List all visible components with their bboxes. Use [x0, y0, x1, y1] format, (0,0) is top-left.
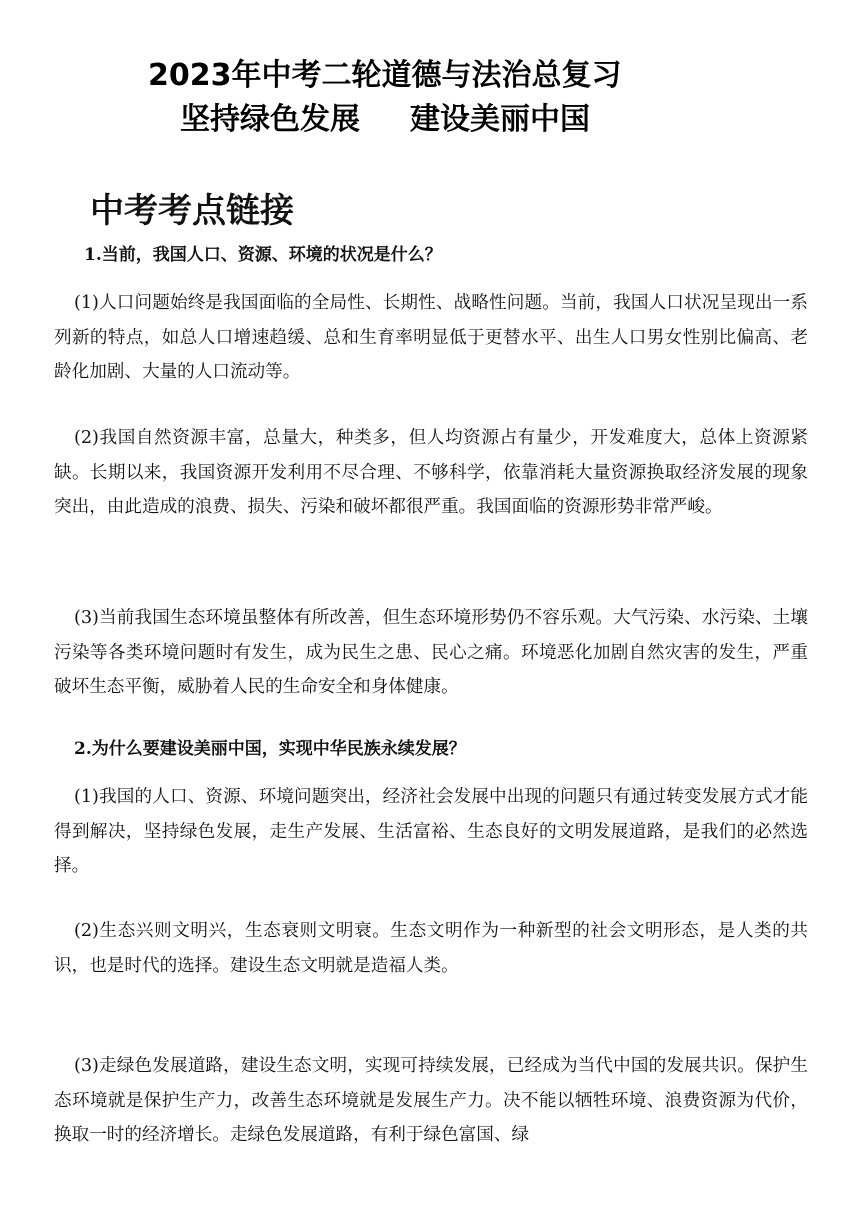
- subtitle-left: 坚持绿色发展: [180, 102, 360, 137]
- subtitle-right: 建设美丽中国: [410, 102, 590, 137]
- answer-paragraph-1-2: (2)我国自然资源丰富，总量大，种类多，但人均资源占有量少，开发难度大，总体上资源紧缺。长期以来，我国资源开发利用不尽合理、不够科学，依靠消耗大量资源换取经济发展的现象突出，由此造成的浪费、损失、污染和破坏都很严重。我国面临的资源形势非常严峻。: [54, 428, 808, 517]
- answer-paragraph-2-3: (3)走绿色发展道路，建设生态文明，实现可持续发展，已经成为当代中国的发展共识。保护生态环境就是保护生产力，改善生态环境就是发展生产力。决不能以牺牲环境、浪费资源为代价，换取一时的经济增长。走绿色发展道路，有利于绿色富国、绿: [54, 1056, 808, 1145]
- answer-paragraph-1-1: (1)人口问题始终是我国面临的全局性、长期性、战略性问题。当前，我国人口状况呈现出一系列新的特点，如总人口增速趋缓、总和生育率明显低于更替水平、出生人口男女性别比偏高、老龄化加剧、大量的人口流动等。: [54, 293, 808, 382]
- question-heading-2: 2.为什么要建设美丽中国，实现中华民族永续发展？: [74, 739, 466, 759]
- question-heading-1: 1.当前，我国人口、资源、环境的状况是什么？: [84, 245, 442, 265]
- document-subtitle: [180, 102, 590, 138]
- answer-paragraph-2-2: (2)生态兴则文明兴，生态衰则文明衰。生态文明作为一种新型的社会文明形态，是人类的共识，也是时代的选择。建设生态文明就是造福人类。: [54, 921, 808, 976]
- answer-paragraph-1-3: (3)当前我国生态环境虽整体有所改善，但生态环境形势仍不容乐观。大气污染、水污染、土壤污染等各类环境问题时有发生，成为民生之患、民心之痛。环境恶化加剧自然灾害的发生，严重破坏生态平衡，威胁着人民的生命安全和身体健康。: [54, 608, 808, 697]
- section-heading: 中考考点链接: [90, 191, 294, 231]
- answer-paragraph-2-1: (1)我国的人口、资源、环境问题突出，经济社会发展中出现的问题只有通过转变发展方式才能得到解决，坚持绿色发展，走生产发展、生活富裕、生态良好的文明发展道路，是我们的必然选择。: [54, 787, 808, 876]
- document-title: 2023年中考二轮道德与法治总复习: [148, 58, 622, 93]
